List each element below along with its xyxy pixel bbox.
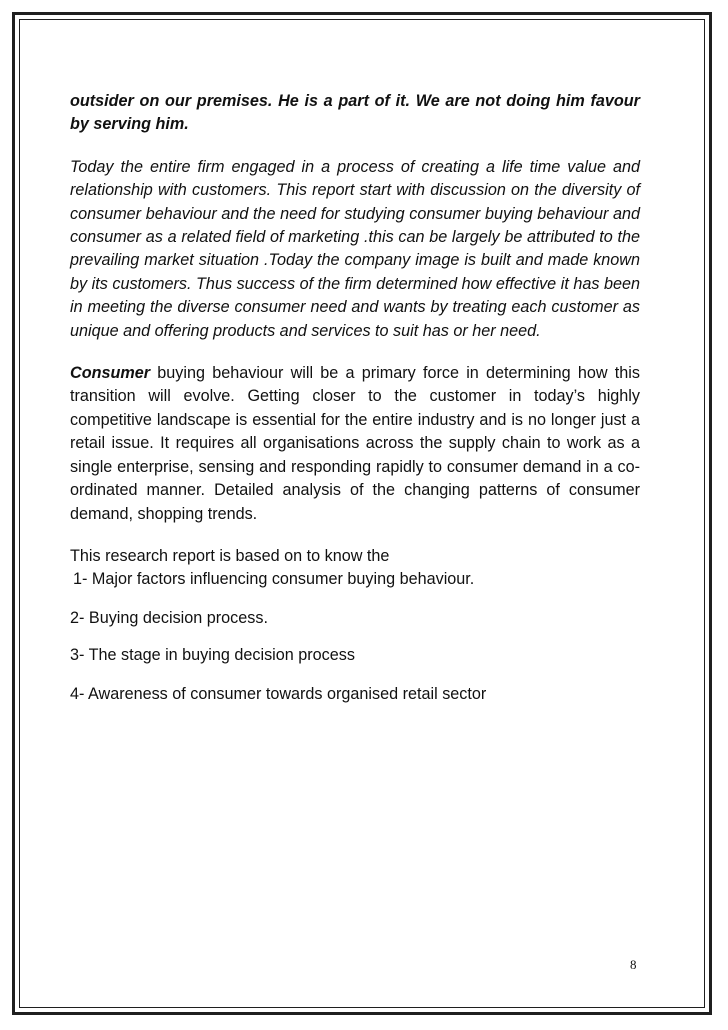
objectives-list (70, 568, 640, 706)
list-item: 1- Major factors influencing consumer buying behaviour. (73, 570, 475, 589)
paragraph-3-body: buying behaviour will be a primary force in determining how this transition will evolve. Getting closer to the customer in today’s highly competitive landscape is essential for the entire industry and is no longer just a retail issue. It requires all organisations across the supply chain to work as a single enterprise, sensing and responding rapidly to consumer demand in a co-ordinated manner. Detailed analysis of the changing patterns of consumer demand, shopping trends. (70, 364, 640, 523)
list-item: 3- The stage in buying decision process (70, 646, 355, 665)
paragraph-2: Today the entire firm engaged in a process of creating a life time value and relationship with customers. This report start with discussion on the diversity of consumer behaviour and the need for studying consumer buying behaviour and consumer as a related field of marketing .this can be largely be attributed to the prevailing market situation .Today the company image is built and made known by its customers. Thus success of the firm determined how effective it has been in meeting the diverse consumer need and wants by treating each customer as unique and offering products and services to suit has or her need. (70, 157, 640, 340)
paragraph-3 (70, 362, 640, 526)
list-item: 4- Awareness of consumer towards organised retail sector (70, 684, 487, 703)
page-number: 8 (630, 957, 637, 972)
paragraph-1: outsider on our premises. He is a part of it. We are not doing him favour by serving him. (70, 92, 640, 134)
document-body (70, 90, 640, 706)
paragraph-3-lead: Consumer (70, 364, 151, 383)
list-item: 2- Buying decision process. (70, 608, 268, 627)
paragraph-4: This research report is based on to know the (70, 546, 390, 565)
